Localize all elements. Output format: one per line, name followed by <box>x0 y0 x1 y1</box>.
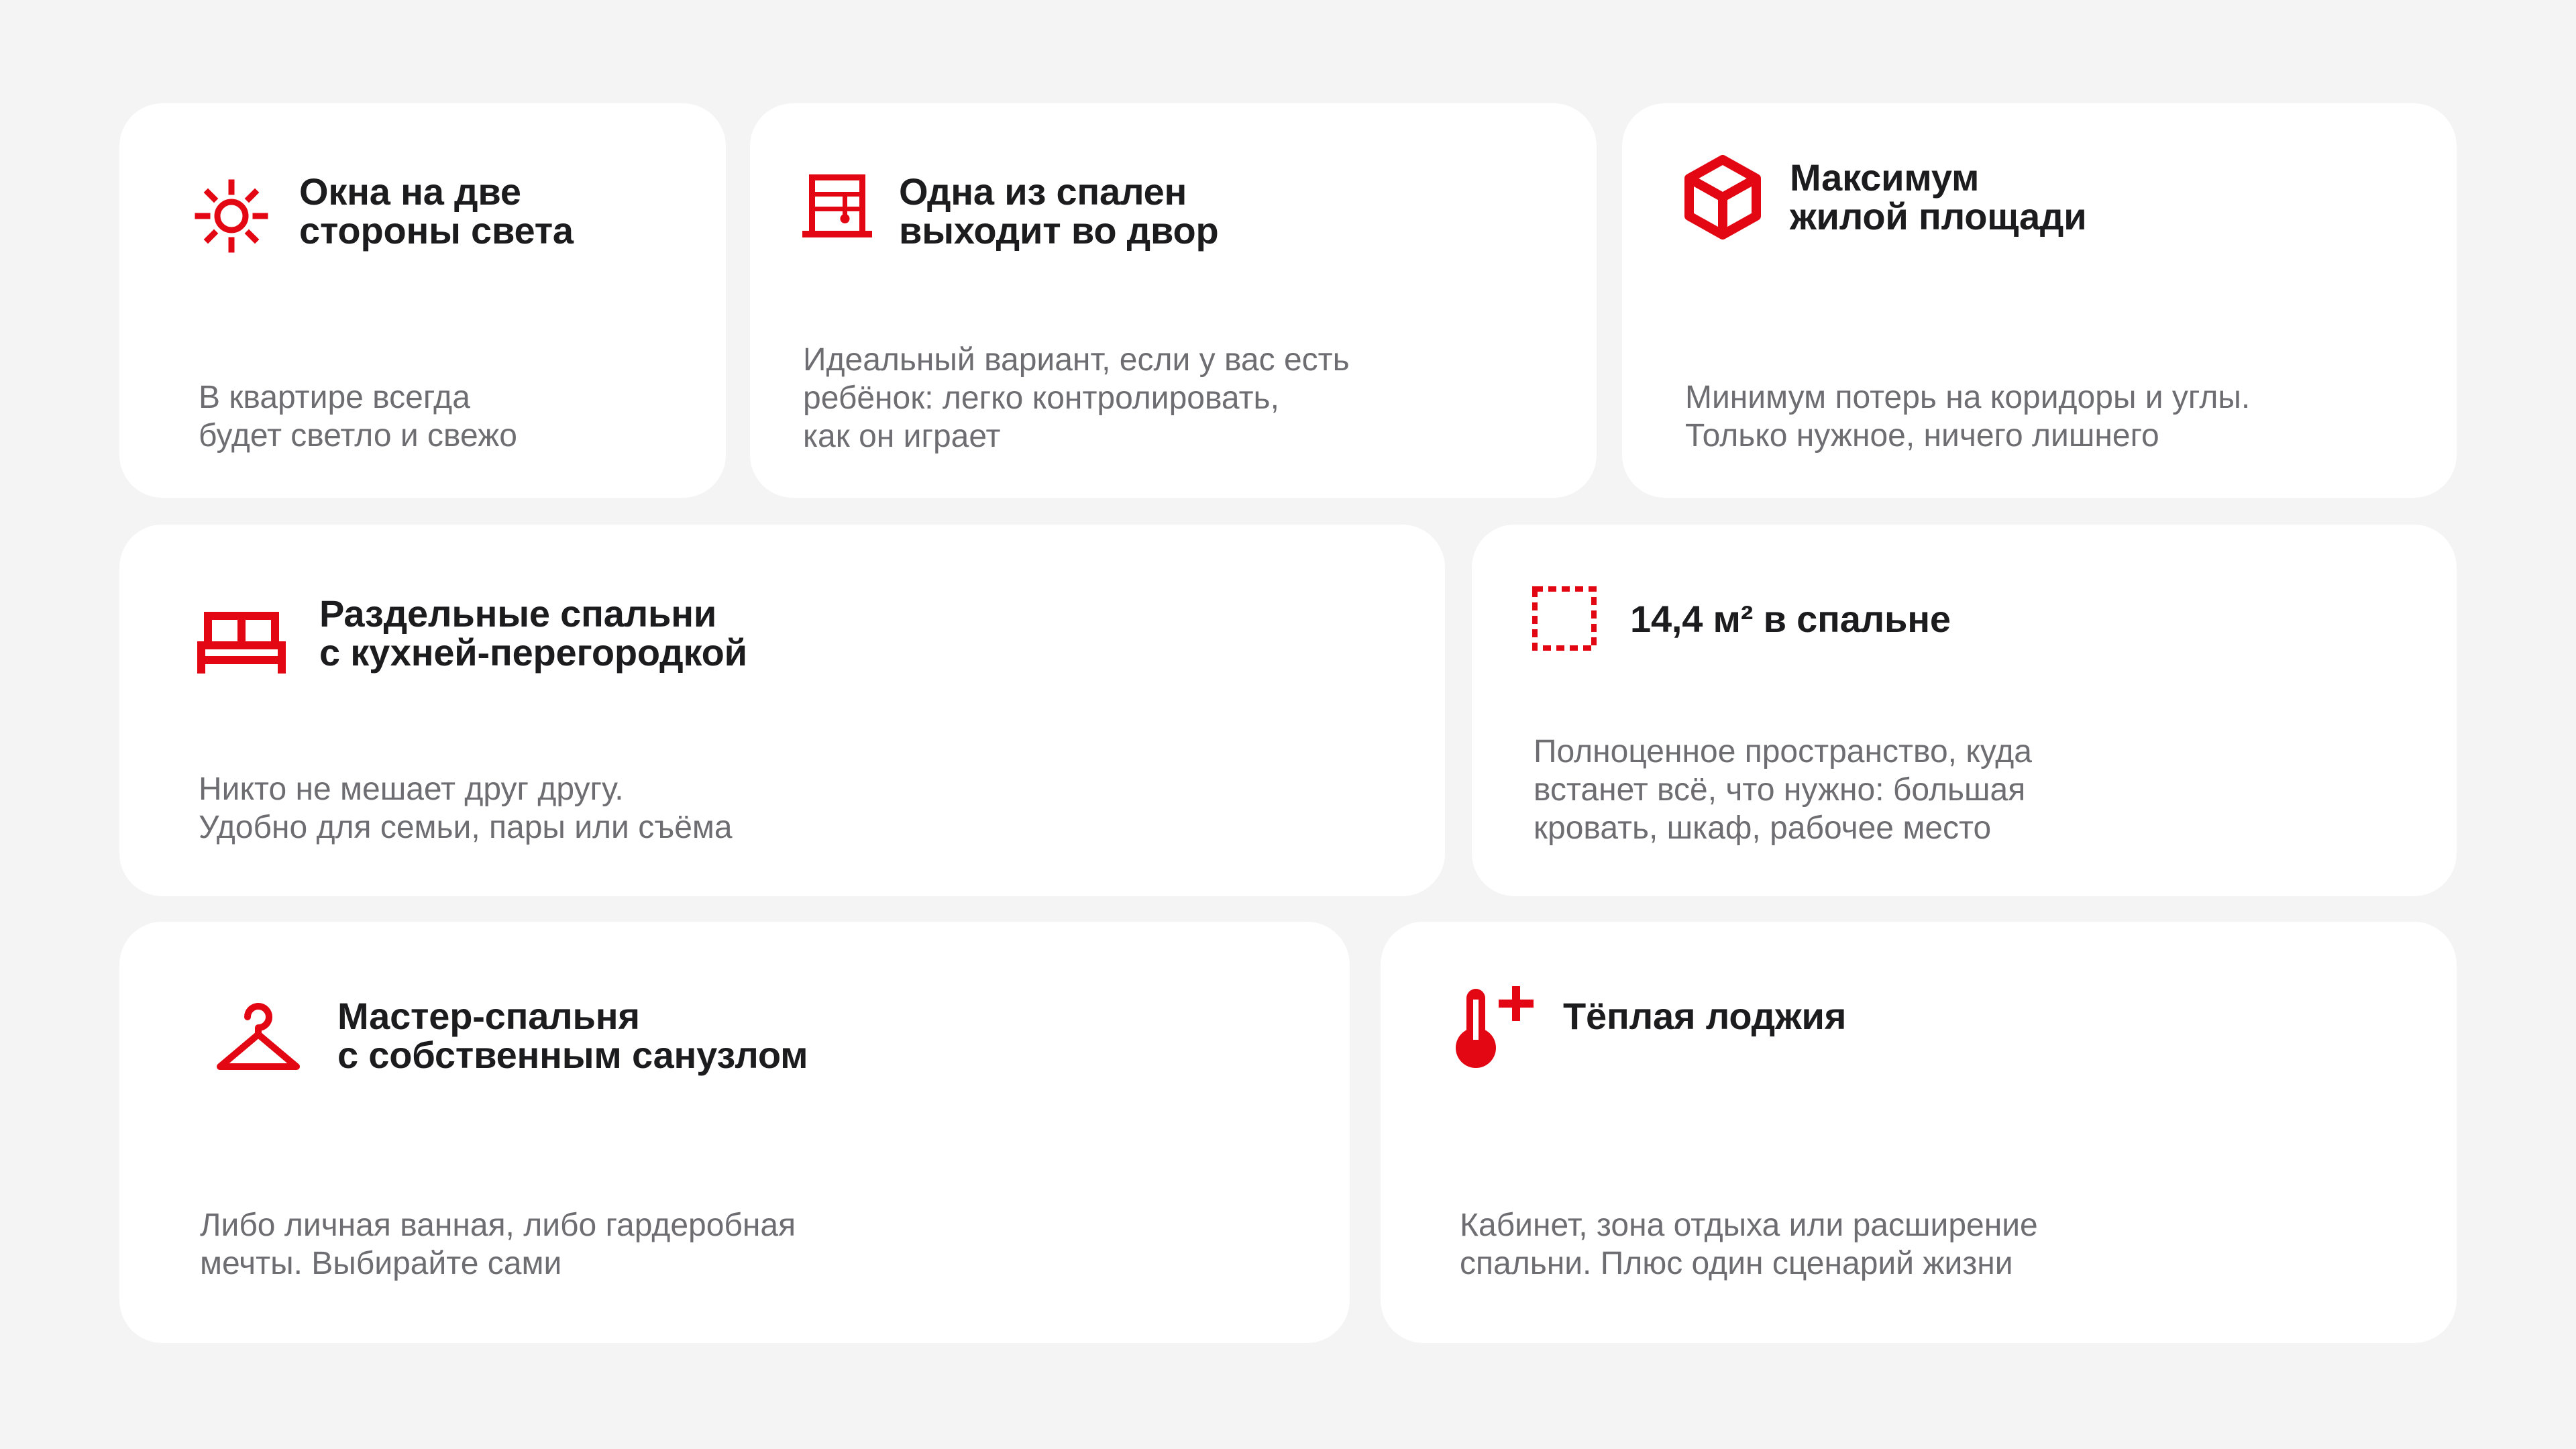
card-title: Раздельные спальни с кухней-перегородкой <box>319 592 747 674</box>
card-title: Тёплая лоджия <box>1563 995 1847 1037</box>
window-icon <box>802 172 872 241</box>
card-title: Мастер-спальня с собственным санузлом <box>337 995 808 1076</box>
feature-card-warm-loggia <box>1381 922 2457 1343</box>
feature-card-master-bedroom <box>119 922 1350 1343</box>
feature-card-bedroom-area <box>1472 525 2457 896</box>
cube-icon <box>1681 153 1764 241</box>
card-description: Либо личная ванная, либо гардеробная мечты. Выбирайте сами <box>200 1208 796 1281</box>
card-title: 14,4 м² в спальне <box>1630 598 1951 640</box>
card-title: Максимум жилой площади <box>1790 156 2087 237</box>
hanger-icon <box>215 1002 302 1077</box>
card-title: Окна на две стороны света <box>299 170 574 252</box>
area-square-icon <box>1532 586 1597 651</box>
card-title: Одна из спален выходит во двор <box>899 170 1219 252</box>
card-description: Никто не мешает друг другу. Удобно для семьи, пары или съёма <box>199 771 733 845</box>
card-description: Идеальный вариант, если у вас есть ребёнок: легко контролировать, как он играет <box>803 342 1350 454</box>
card-description: Минимум потерь на коридоры и углы. Только нужное, ничего лишнего <box>1685 380 2251 453</box>
thermometer-plus-icon <box>1454 983 1544 1071</box>
card-description: Кабинет, зона отдыха или расширение спальни. Плюс один сценарий жизни <box>1460 1208 2038 1281</box>
sun-icon <box>194 178 269 254</box>
bed-icon <box>197 612 286 674</box>
feature-card-separate-bedrooms <box>119 525 1445 896</box>
feature-card-max-living-space <box>1622 103 2457 498</box>
feature-card-bedroom-to-yard <box>750 103 1597 498</box>
feature-card-two-side-windows <box>119 103 726 498</box>
card-description: Полноценное пространство, куда встанет всё, что нужно: большая кровать, шкаф, рабочее место <box>1534 734 2032 846</box>
card-description: В квартире всегда будет светло и свежо <box>199 380 517 453</box>
